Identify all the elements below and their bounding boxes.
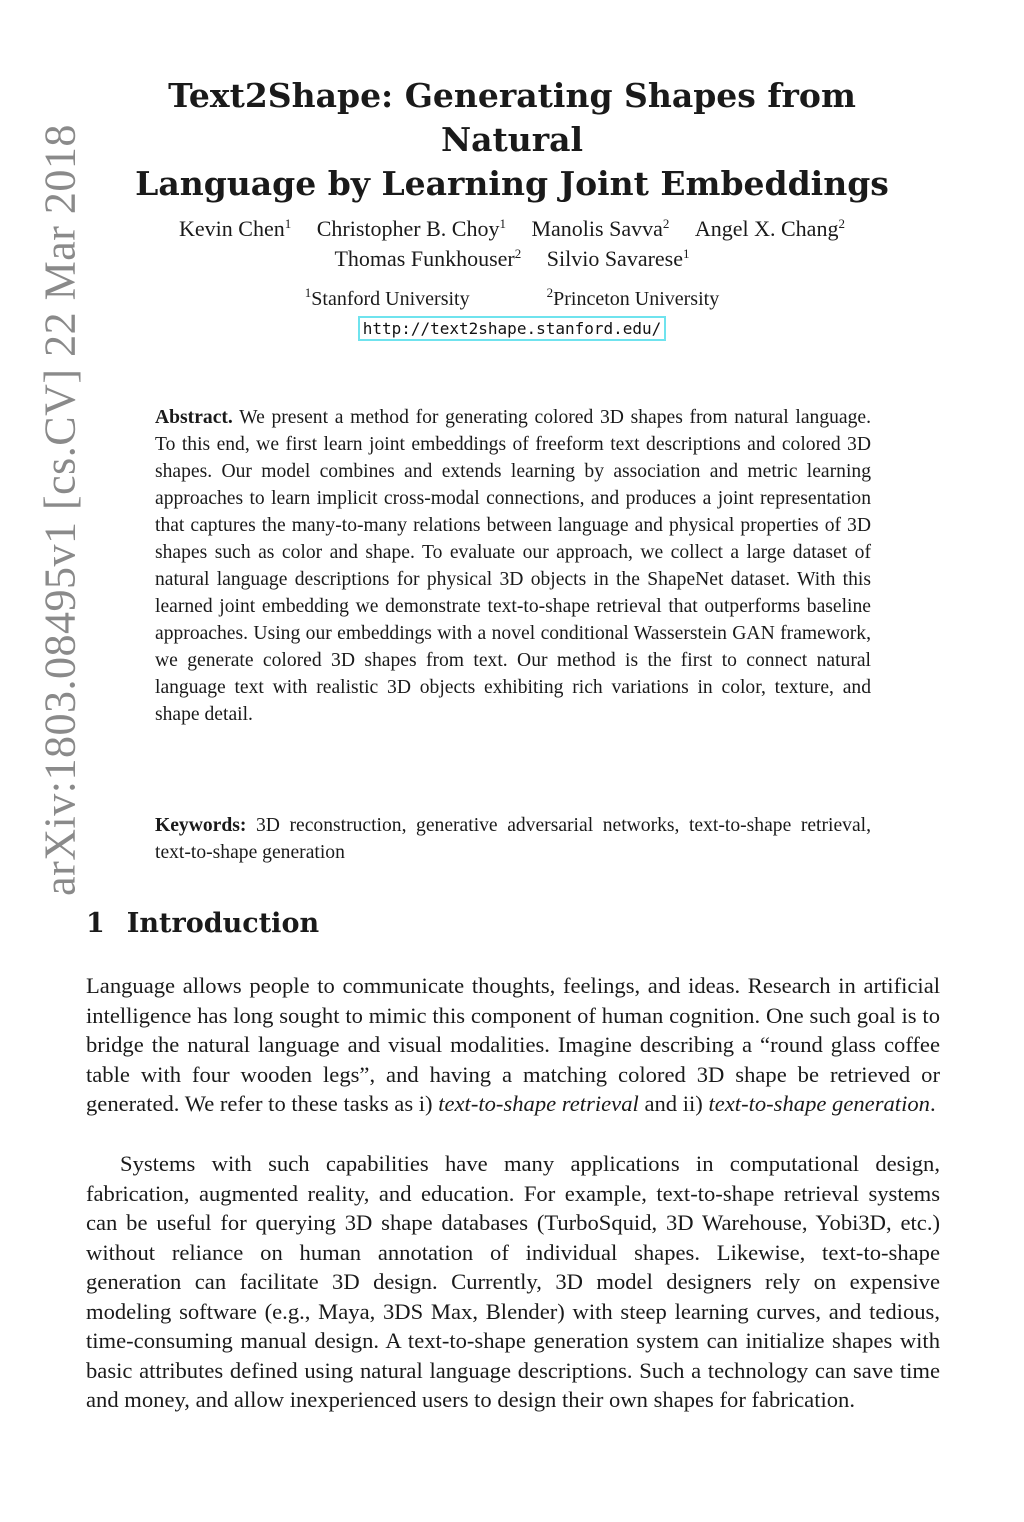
intro-paragraph-1: Language allows people to communicate thoughts, feelings, and ideas. Research in artificial intelligence has long sought to mimic this component of human cognition. One such goal is to bridge the natural language and visual modalities. Imagine describing a “round glass coffee table with four wooden legs”, and having a matching colored 3D shape be retrieved or generated. We refer to these tasks as i) text-to-shape retrieval and ii) text-to-shape generation. <box>86 973 940 1116</box>
emphasis-retrieval: text-to-shape retrieval <box>438 1091 639 1116</box>
title-line-1: Text2Shape: Generating Shapes from Natural <box>168 76 856 159</box>
section-number: 1 <box>86 908 105 939</box>
author: Christopher B. Choy$^1$ <box>316 216 506 241</box>
intro-paragraph-2: Systems with such capabilities have many applications in computational design, fabrication, augmented reality, and education. For example, text-to-shape retrieval systems can be useful for querying 3D shape databases (TurboSquid, 3D Warehouse, Yobi3D, etc.) without reliance on human annotation of individual shapes. Likewise, text-to-shape generation can facilitate 3D design. Currently, 3D model designers rely on expensive modeling software (e.g., Maya, 3DS Max, Blender) with steep learning curves, and tedious, time-consuming manual design. A text-to-shape generation system can initialize shapes with basic attributes defined using natural language descriptions. Such a technology can save time and money, and allow inexperienced users to design their own shapes for fabrication. <box>86 1151 940 1412</box>
keywords <box>155 812 871 866</box>
section-title: Introduction <box>126 908 320 939</box>
abstract-label: Abstract. <box>155 407 233 428</box>
author-list <box>100 214 924 274</box>
affiliation: $^1$Stanford University <box>304 285 470 310</box>
arxiv-identifier-stamp: arXiv:1803.08495v1 [cs.CV] 22 Mar 2018 <box>35 124 85 896</box>
affiliations <box>100 285 924 311</box>
affiliation: $^2$Princeton University <box>546 285 720 310</box>
abstract-text: We present a method for generating colored 3D shapes from natural language. To this end, we first learn joint embeddings of freeform text descriptions and colored 3D shapes. Our model combines and extends learning by association and metric learning approaches to learn implicit cross-modal connections, and produces a joint representation that captures the many-to-many relations between language and physical properties of 3D shapes such as color and shape. To evaluate our approach, we collect a large dataset of natural language descriptions for physical 3D objects in the ShapeNet dataset. With this learned joint embedding we demonstrate text-to-shape retrieval that outperforms baseline approaches. Using our embeddings with a novel conditional Wasserstein GAN framework, we generate colored 3D shapes from text. Our method is the first to connect natural language text with realistic 3D objects exhibiting rich variations in color, texture, and shape detail. <box>155 407 871 725</box>
author: Kevin Chen$^1$ <box>179 216 292 241</box>
section-heading-introduction <box>86 908 319 939</box>
project-url-link[interactable]: http://text2shape.stanford.edu/ <box>358 316 667 341</box>
author: Silvio Savarese$^1$ <box>546 246 690 271</box>
author: Manolis Savva$^2$ <box>531 216 670 241</box>
keywords-text: 3D reconstruction, generative adversarial networks, text-to-shape retrieval, text-to-shape generation <box>155 815 871 863</box>
title-line-2: Language by Learning Joint Embeddings <box>135 164 889 203</box>
author: Angel X. Chang$^2$ <box>694 216 845 241</box>
emphasis-generation: text-to-shape generation <box>708 1091 930 1116</box>
keywords-label: Keywords: <box>155 815 247 836</box>
author: Thomas Funkhouser$^2$ <box>334 246 522 271</box>
abstract <box>155 404 871 728</box>
paper-title <box>100 74 924 206</box>
